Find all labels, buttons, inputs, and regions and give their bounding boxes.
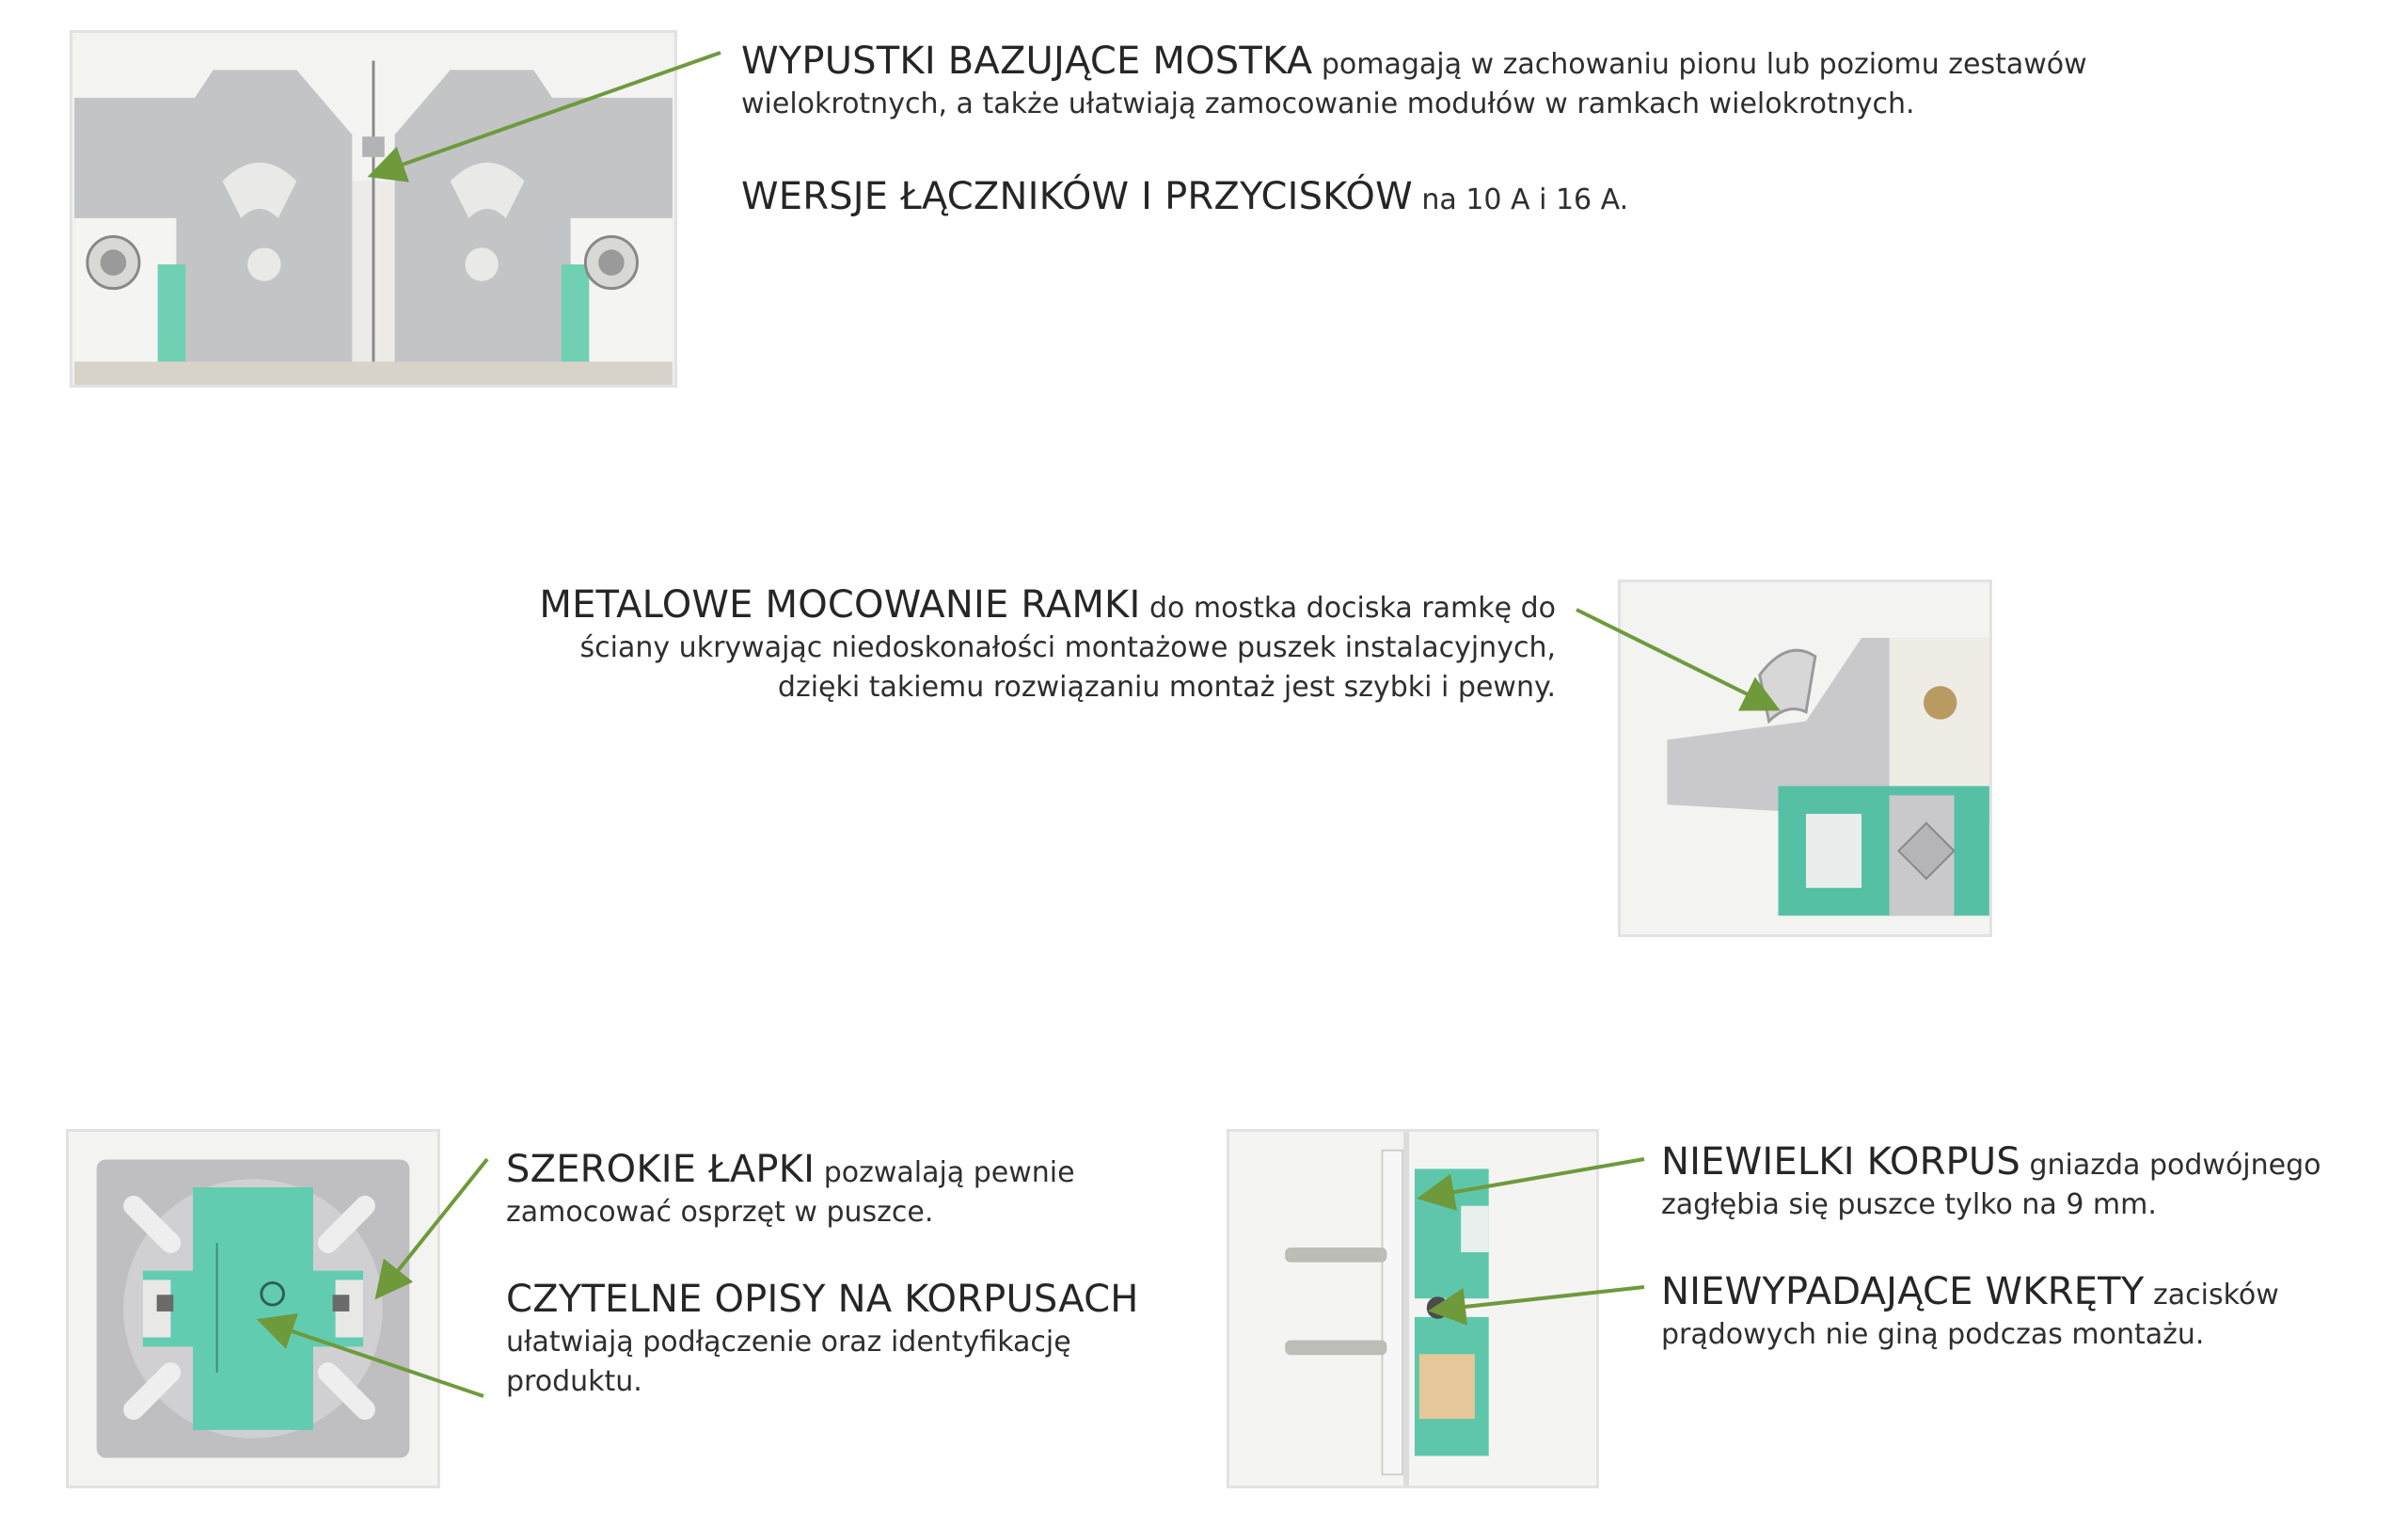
captive-screws-heading: NIEWYPADAJĄCE WKRĘTY — [1661, 1270, 2145, 1313]
bridge-tabs-heading: WYPUSTKI BAZUJĄCE MOSTKA — [741, 40, 1313, 83]
metal-frame-mount-description — [499, 585, 1556, 707]
wide-claws-illustration — [69, 1132, 437, 1486]
small-body-text: gniazda podwójnego zagłębia się puszce tylko na 9 mm. — [1661, 1149, 2321, 1221]
bridge-tabs-description — [741, 41, 2152, 124]
versions-heading: WERSJE ŁĄCZNIKÓW I PRZYCISKÓW — [741, 175, 1413, 218]
wide-claws-text: pozwalają pewnie zamocować osprzęt w puszce. — [506, 1156, 1075, 1229]
small-body-heading: NIEWIELKI KORPUS — [1661, 1140, 2020, 1184]
small-body-illustration — [1229, 1132, 1596, 1486]
readable-labels-text: ułatwiają podłączenie oraz identyfikację produktu. — [506, 1326, 1071, 1398]
wide-claws-heading: SZEROKIE ŁAPKI — [506, 1148, 816, 1191]
metal-frame-mount-illustration — [1621, 582, 1989, 934]
readable-labels-description — [506, 1280, 1146, 1402]
small-body-photo — [1227, 1129, 1599, 1488]
versions-text: na 10 A i 16 A. — [1412, 183, 1629, 216]
readable-labels-heading: CZYTELNE OPISY NA KORPUSACH — [506, 1278, 1139, 1321]
bridge-tabs-photo — [70, 30, 677, 388]
metal-frame-mount-heading: METALOWE MOCOWANIE RAMKI — [539, 583, 1141, 627]
metal-frame-mount-text: do mostka dociska ramkę do ściany ukrywając niedoskonałości montażowe puszek instalacyjnych, dzięki takiemu rozwiązaniu montaż jest szybki i pewny. — [579, 592, 1556, 704]
bridge-tabs-illustration — [72, 33, 674, 385]
wide-claws-description — [506, 1150, 1108, 1232]
metal-frame-mount-photo — [1618, 580, 1992, 937]
captive-screws-text: zacisków prądowych nie giną podczas montażu. — [1661, 1279, 2279, 1351]
captive-screws-description — [1661, 1272, 2320, 1355]
small-body-description — [1661, 1142, 2338, 1225]
bridge-tabs-text: pomagają w zachowaniu pionu lub poziomu zestawów wielokrotnych, a także ułatwiają zamocowanie modułów w ramkach wielokrotnych. — [741, 48, 2087, 120]
versions-description — [741, 177, 2152, 220]
wide-claws-photo — [66, 1129, 440, 1488]
